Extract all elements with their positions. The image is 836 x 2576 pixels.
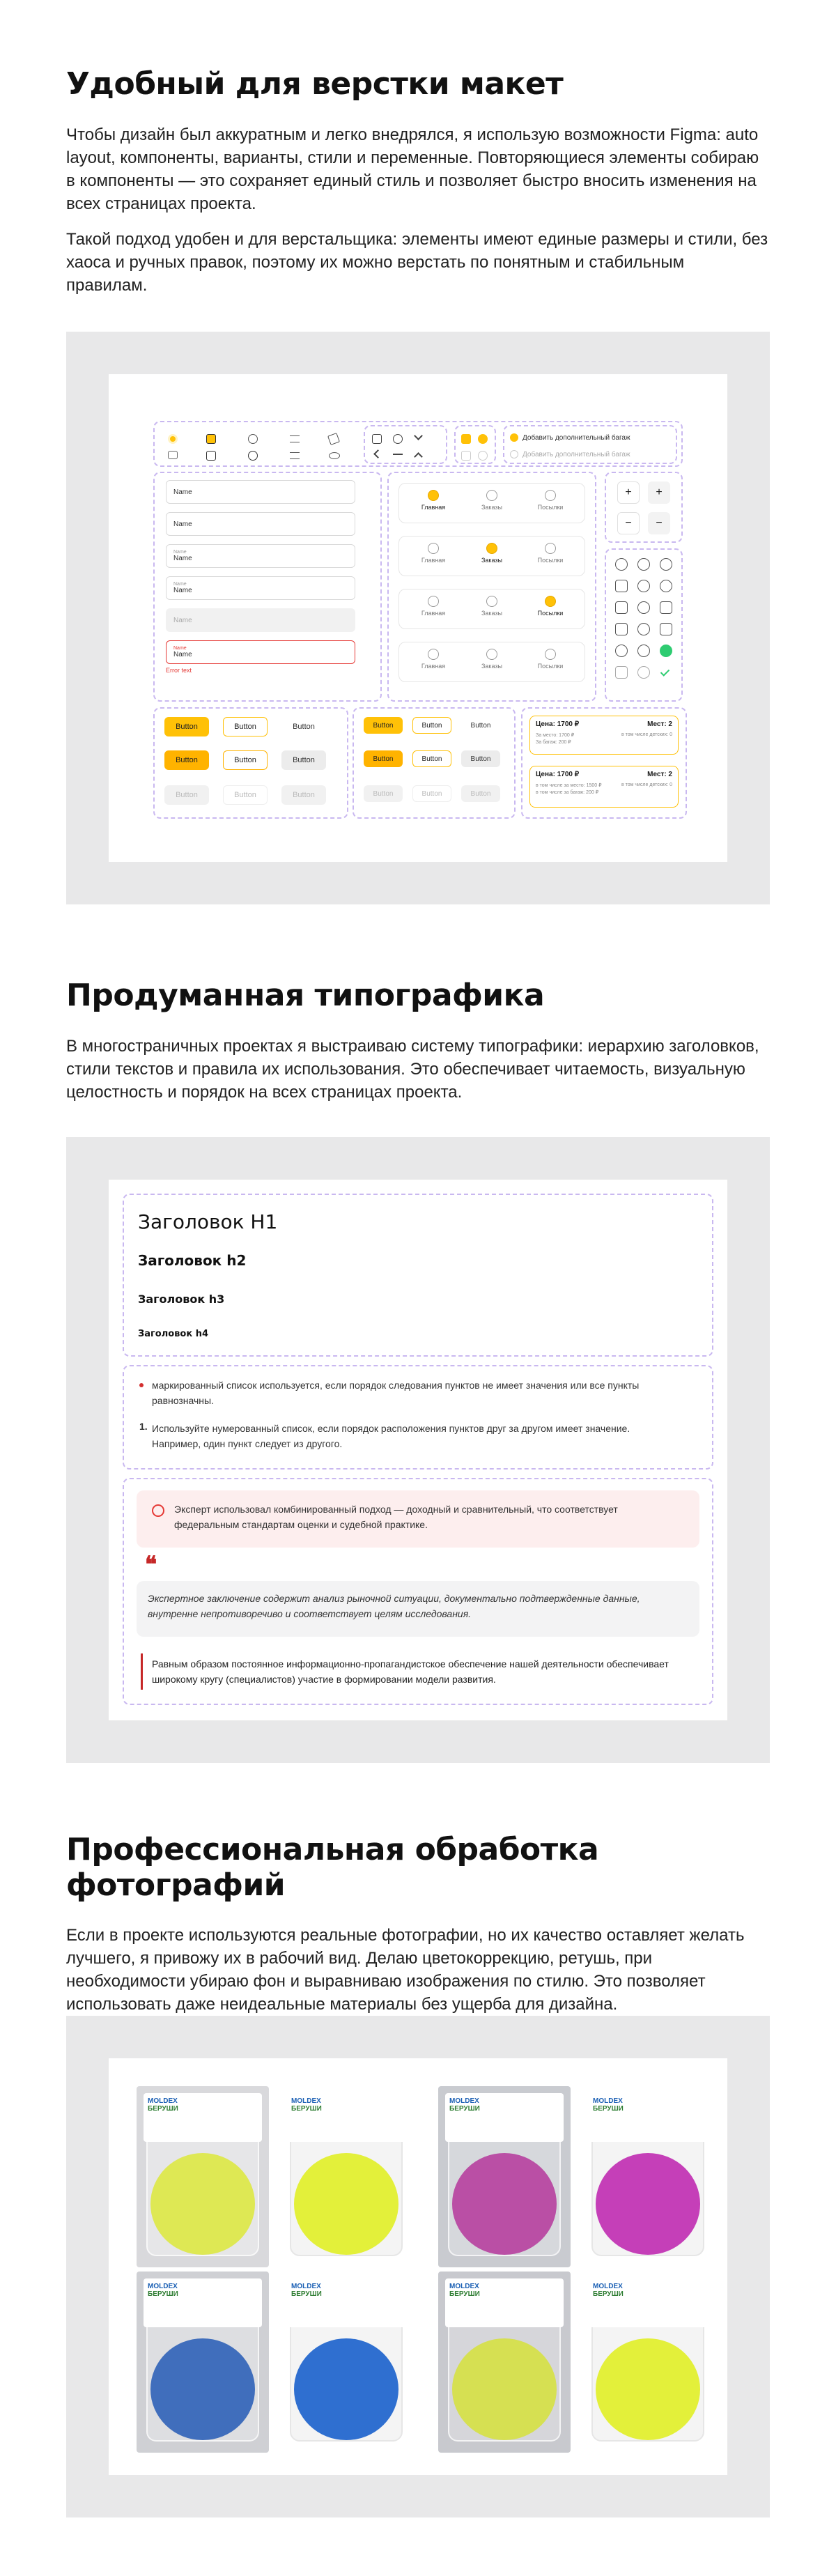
nav-item-parcels[interactable] bbox=[529, 543, 571, 564]
bus-outline-icon bbox=[206, 451, 216, 461]
input-placeholder: Name bbox=[173, 616, 192, 624]
earplugs-image bbox=[294, 2153, 398, 2255]
seats-text: Мест: 2 bbox=[647, 720, 672, 728]
brand-label: MOLDEX bbox=[291, 2283, 321, 2290]
disabled-button-small[interactable]: Button bbox=[461, 785, 500, 802]
text-input[interactable] bbox=[166, 512, 355, 536]
outline-button[interactable]: Button bbox=[223, 750, 268, 770]
disabled-button-small[interactable]: Button bbox=[364, 785, 403, 802]
alert-text: Эксперт использовал комбинированный подход — доходный и сравнительный, что соответствует федеральным стандартам оценки и судебной практике. bbox=[174, 1504, 618, 1530]
check-circle-icon bbox=[660, 645, 672, 657]
primary-button-small[interactable]: Button bbox=[364, 750, 403, 767]
filter-icon bbox=[290, 452, 300, 459]
orders-icon bbox=[486, 649, 497, 660]
plus-circle-icon bbox=[372, 434, 382, 444]
refresh-icon bbox=[660, 558, 672, 571]
home-icon bbox=[428, 490, 439, 501]
nav-label: Посылки bbox=[537, 610, 564, 617]
nav-item-home[interactable] bbox=[412, 649, 454, 670]
bus-icon bbox=[206, 434, 216, 444]
nav-label: Посылки bbox=[537, 663, 564, 670]
checkbox-option[interactable] bbox=[510, 450, 630, 458]
nav-label: Заказы bbox=[481, 663, 503, 670]
text-input[interactable] bbox=[166, 576, 355, 600]
pen-icon bbox=[615, 580, 628, 592]
nav-label: Посылки bbox=[537, 504, 564, 511]
outline-button-small[interactable]: Button bbox=[412, 717, 451, 734]
radio-empty-icon bbox=[510, 450, 518, 458]
photo-before-magenta bbox=[438, 2086, 571, 2267]
section-text: Если в проекте используются реальные фотографии, но их качество оставляет желать лучшего, я привожу их в рабочий вид. Делаю цветокоррекцию, ретушь, при необходимости убираю фон и выравниваю изображения по стилю. Это позволяет использовать даже неидеальные материалы без ущерба для дизайна. bbox=[66, 1926, 745, 2014]
numbered-marker: 1. bbox=[139, 1421, 148, 1432]
car-icon bbox=[615, 601, 628, 614]
section-title: Профессиональная обработка фотографий bbox=[66, 1832, 599, 1903]
seats-text: Мест: 2 bbox=[647, 771, 672, 778]
nav-item-orders[interactable] bbox=[471, 649, 513, 670]
quote-text: Экспертное заключение содержит анализ рыночной ситуации, документально подтвержденные данные, внутренне непротиворечиво и соответствует целям исследования. bbox=[148, 1593, 640, 1619]
radio-checked-icon bbox=[168, 434, 178, 444]
disabled-button[interactable]: Button bbox=[164, 785, 209, 805]
chat-icon bbox=[637, 601, 650, 614]
block-icon bbox=[637, 580, 650, 592]
nav-label: Главная bbox=[421, 557, 446, 564]
sliders-icon bbox=[290, 435, 300, 442]
section-layout bbox=[66, 67, 770, 297]
product-label: БЕРУШИ bbox=[449, 2290, 480, 2298]
product-label: БЕРУШИ bbox=[291, 2105, 322, 2113]
input-label: Name bbox=[173, 550, 187, 555]
price-card[interactable] bbox=[529, 766, 679, 808]
secondary-button[interactable]: Button bbox=[281, 750, 326, 770]
card-icon bbox=[660, 623, 672, 635]
stepper-minus-button[interactable]: − bbox=[648, 512, 670, 534]
product-label: БЕРУШИ bbox=[291, 2290, 322, 2298]
trash-icon bbox=[615, 666, 628, 679]
alert-icon bbox=[152, 1504, 164, 1517]
info-icon bbox=[637, 666, 650, 679]
nav-item-orders[interactable] bbox=[471, 596, 513, 617]
earplugs-case-image bbox=[150, 2338, 255, 2440]
photo-after-magenta bbox=[582, 2086, 714, 2267]
home-icon bbox=[428, 649, 439, 660]
section-title: Удобный для верстки макет bbox=[66, 66, 564, 102]
user-icon bbox=[615, 645, 628, 657]
clock-icon bbox=[637, 645, 650, 657]
shield-icon bbox=[660, 601, 672, 614]
nav-label: Заказы bbox=[481, 504, 503, 511]
brand-label: MOLDEX bbox=[148, 2097, 178, 2105]
secondary-button-small[interactable]: Button bbox=[461, 750, 500, 767]
text-input-disabled[interactable] bbox=[166, 608, 355, 632]
parcels-icon bbox=[545, 649, 556, 660]
nav-label: Главная bbox=[421, 610, 446, 617]
photos-card bbox=[109, 2058, 727, 2475]
brand-label: MOLDEX bbox=[291, 2097, 321, 2105]
primary-button[interactable]: Button bbox=[164, 750, 209, 770]
brand-label: MOLDEX bbox=[593, 2097, 623, 2105]
checkbox-checked-icon[interactable] bbox=[461, 434, 471, 444]
parcels-icon bbox=[545, 596, 556, 607]
orders-icon bbox=[486, 543, 497, 554]
orders-icon bbox=[486, 490, 497, 501]
earplugs-case-image bbox=[294, 2338, 398, 2440]
outline-button[interactable]: Button bbox=[223, 717, 268, 736]
radio-checked-icon[interactable] bbox=[478, 434, 488, 444]
close-circle-icon bbox=[660, 580, 672, 592]
checkbox-empty-icon[interactable] bbox=[461, 451, 471, 461]
primary-button[interactable]: Button bbox=[164, 717, 209, 736]
parcels-icon bbox=[545, 543, 556, 554]
nav-item-parcels[interactable] bbox=[529, 649, 571, 670]
cloud-icon bbox=[637, 623, 650, 635]
nav-label: Главная bbox=[421, 663, 446, 670]
brand-label: MOLDEX bbox=[593, 2283, 623, 2290]
brand-label: MOLDEX bbox=[449, 2283, 479, 2290]
heading-h4: Заголовок h4 bbox=[138, 1329, 208, 1339]
numbered-list-item: Используйте нумерованный список, если порядок расположения пунктов друг за другом имеет значение. Например, один пункт следует из другого. bbox=[152, 1423, 630, 1449]
input-label: Name bbox=[173, 582, 187, 587]
typography-panel bbox=[66, 1137, 770, 1763]
home-icon bbox=[428, 543, 439, 554]
section-photos bbox=[66, 1833, 770, 2016]
ui-kit-card bbox=[109, 374, 727, 862]
heading-h1: Заголовок H1 bbox=[138, 1210, 278, 1233]
disabled-button[interactable]: Button bbox=[223, 785, 268, 805]
price-detail: в том числе за багаж: 200 ₽ bbox=[536, 790, 599, 795]
bullet-list-item: маркированный список используется, если порядок следования пунктов не имеет значения или все пункты равнозначны. bbox=[152, 1380, 640, 1406]
product-label: БЕРУШИ bbox=[148, 2105, 178, 2113]
photo-after-yellow-2 bbox=[582, 2272, 714, 2453]
seats-detail: в том числе детских: 0 bbox=[621, 732, 672, 737]
section-title: Продуманная типографика bbox=[66, 978, 545, 1013]
secondary-button[interactable]: Button bbox=[281, 717, 326, 736]
eye-icon bbox=[329, 452, 340, 459]
secondary-button-small[interactable]: Button bbox=[461, 717, 500, 734]
camera-icon bbox=[168, 451, 178, 459]
price-detail: За место: 1700 ₽ bbox=[536, 733, 575, 738]
nav-item-parcels[interactable] bbox=[529, 596, 571, 617]
nav-item-orders[interactable] bbox=[471, 543, 513, 564]
nav-label: Заказы bbox=[481, 557, 503, 564]
arrows-group bbox=[364, 425, 447, 464]
text-input-error[interactable] bbox=[166, 640, 355, 664]
parcels-icon bbox=[545, 490, 556, 501]
nav-item-home[interactable] bbox=[412, 490, 454, 511]
price-text: Цена: 1700 ₽ bbox=[536, 771, 580, 778]
nav-item-home[interactable] bbox=[412, 543, 454, 564]
brand-label: MOLDEX bbox=[449, 2097, 479, 2105]
input-label: Name bbox=[173, 646, 187, 651]
disabled-button-small[interactable]: Button bbox=[412, 785, 451, 802]
price-card[interactable] bbox=[529, 716, 679, 755]
nav-label: Посылки bbox=[537, 557, 564, 564]
nav-label: Главная bbox=[421, 504, 446, 511]
disabled-button[interactable]: Button bbox=[281, 785, 326, 805]
photo-after-yellow bbox=[280, 2086, 412, 2267]
checkbox-label: Добавить дополнительный багаж bbox=[522, 433, 630, 442]
photo-before-blue bbox=[137, 2272, 269, 2453]
photo-before-yellow-2 bbox=[438, 2272, 571, 2453]
stepper-group bbox=[605, 472, 683, 543]
plus-icon bbox=[393, 434, 403, 444]
product-label: БЕРУШИ bbox=[593, 2105, 624, 2113]
seats-detail: в том числе детских: 0 bbox=[621, 782, 672, 787]
brand-label: MOLDEX bbox=[148, 2283, 178, 2290]
heading-h3: Заголовок h3 bbox=[138, 1293, 225, 1306]
error-text: Error text bbox=[166, 667, 192, 674]
checkbox-label: Добавить дополнительный багаж bbox=[522, 450, 630, 458]
settings-icon bbox=[248, 434, 258, 444]
orders-icon bbox=[486, 596, 497, 607]
input-value: Name bbox=[173, 587, 192, 594]
text-input-filled[interactable] bbox=[166, 544, 355, 568]
earplugs-case-image bbox=[596, 2153, 700, 2255]
primary-button-small[interactable]: Button bbox=[364, 717, 403, 734]
quote-icon: ❝ bbox=[145, 1552, 157, 1577]
price-text: Цена: 1700 ₽ bbox=[536, 720, 580, 728]
input-placeholder: Name bbox=[173, 520, 192, 528]
earplugs-image bbox=[596, 2338, 700, 2440]
input-value: Name bbox=[173, 555, 192, 562]
photo-before-yellow bbox=[137, 2086, 269, 2267]
product-label: БЕРУШИ bbox=[148, 2290, 178, 2298]
checkbox-group bbox=[454, 425, 496, 464]
text-input[interactable] bbox=[166, 480, 355, 504]
smile-icon bbox=[248, 451, 258, 461]
stepper-minus-button[interactable]: − bbox=[617, 512, 640, 534]
outline-button-small[interactable]: Button bbox=[412, 750, 451, 767]
photos-panel bbox=[66, 2016, 770, 2517]
home-icon bbox=[428, 596, 439, 607]
price-detail: в том числе за место: 1500 ₽ bbox=[536, 783, 602, 788]
section-text: Такой подход удобен и для верстальщика: элементы имеют единые размеры и стили, без хаоса и ручных правок, поэтому их можно верстать по понятным и стабильным правилам. bbox=[66, 229, 768, 295]
stepper-plus-button[interactable]: + bbox=[648, 481, 670, 504]
product-label: БЕРУШИ bbox=[593, 2290, 624, 2298]
nav-label: Заказы bbox=[481, 610, 503, 617]
input-placeholder: Name bbox=[173, 488, 192, 496]
bullet-marker bbox=[139, 1383, 144, 1387]
input-value: Name bbox=[173, 651, 192, 658]
ui-kit-panel bbox=[66, 332, 770, 904]
earplugs-image bbox=[150, 2153, 255, 2255]
stepper-plus-button[interactable]: + bbox=[617, 481, 640, 504]
earplugs-case-image bbox=[452, 2153, 557, 2255]
typography-card bbox=[109, 1180, 727, 1720]
checkbox-option[interactable] bbox=[510, 433, 630, 442]
callout-bar bbox=[141, 1653, 143, 1690]
image-icon bbox=[615, 623, 628, 635]
arrow-left-icon bbox=[393, 454, 403, 455]
photo-after-blue bbox=[280, 2272, 412, 2453]
earplugs-image bbox=[452, 2338, 557, 2440]
nav-item-parcels[interactable] bbox=[529, 490, 571, 511]
callout-text: Равным образом постоянное информационно-пропагандистское обеспечение нашей деятельности обеспечивает широкому кругу (специалистов) участие в формировании модели развития. bbox=[152, 1658, 669, 1685]
nav-item-home[interactable] bbox=[412, 596, 454, 617]
section-text: Чтобы дизайн был аккуратным и легко внедрялся, я использую возможности Figma: auto layout, компоненты, варианты, стили и переменные. Повторяющиеся элементы собираю в компоненты — это сохраняет единый стиль и позволяет быстро вносить изменения на всех страницах проекта. bbox=[66, 125, 759, 213]
radio-checked-icon bbox=[510, 433, 518, 442]
price-detail: За багаж: 200 ₽ bbox=[536, 740, 571, 745]
gear-icon bbox=[637, 558, 650, 571]
section-text: В многостраничных проектах я выстраиваю систему типографики: иерархию заголовков, стили текстов и правила их использования. Это обеспечивает читаемость, визуальную целостность и порядок на всех страницах проекта. bbox=[66, 1036, 759, 1102]
product-label: БЕРУШИ bbox=[449, 2105, 480, 2113]
radio-empty-icon[interactable] bbox=[478, 451, 488, 461]
heading-h2: Заголовок h2 bbox=[138, 1252, 247, 1269]
nav-item-orders[interactable] bbox=[471, 490, 513, 511]
section-typography bbox=[66, 978, 770, 1104]
phone-icon bbox=[615, 558, 628, 571]
